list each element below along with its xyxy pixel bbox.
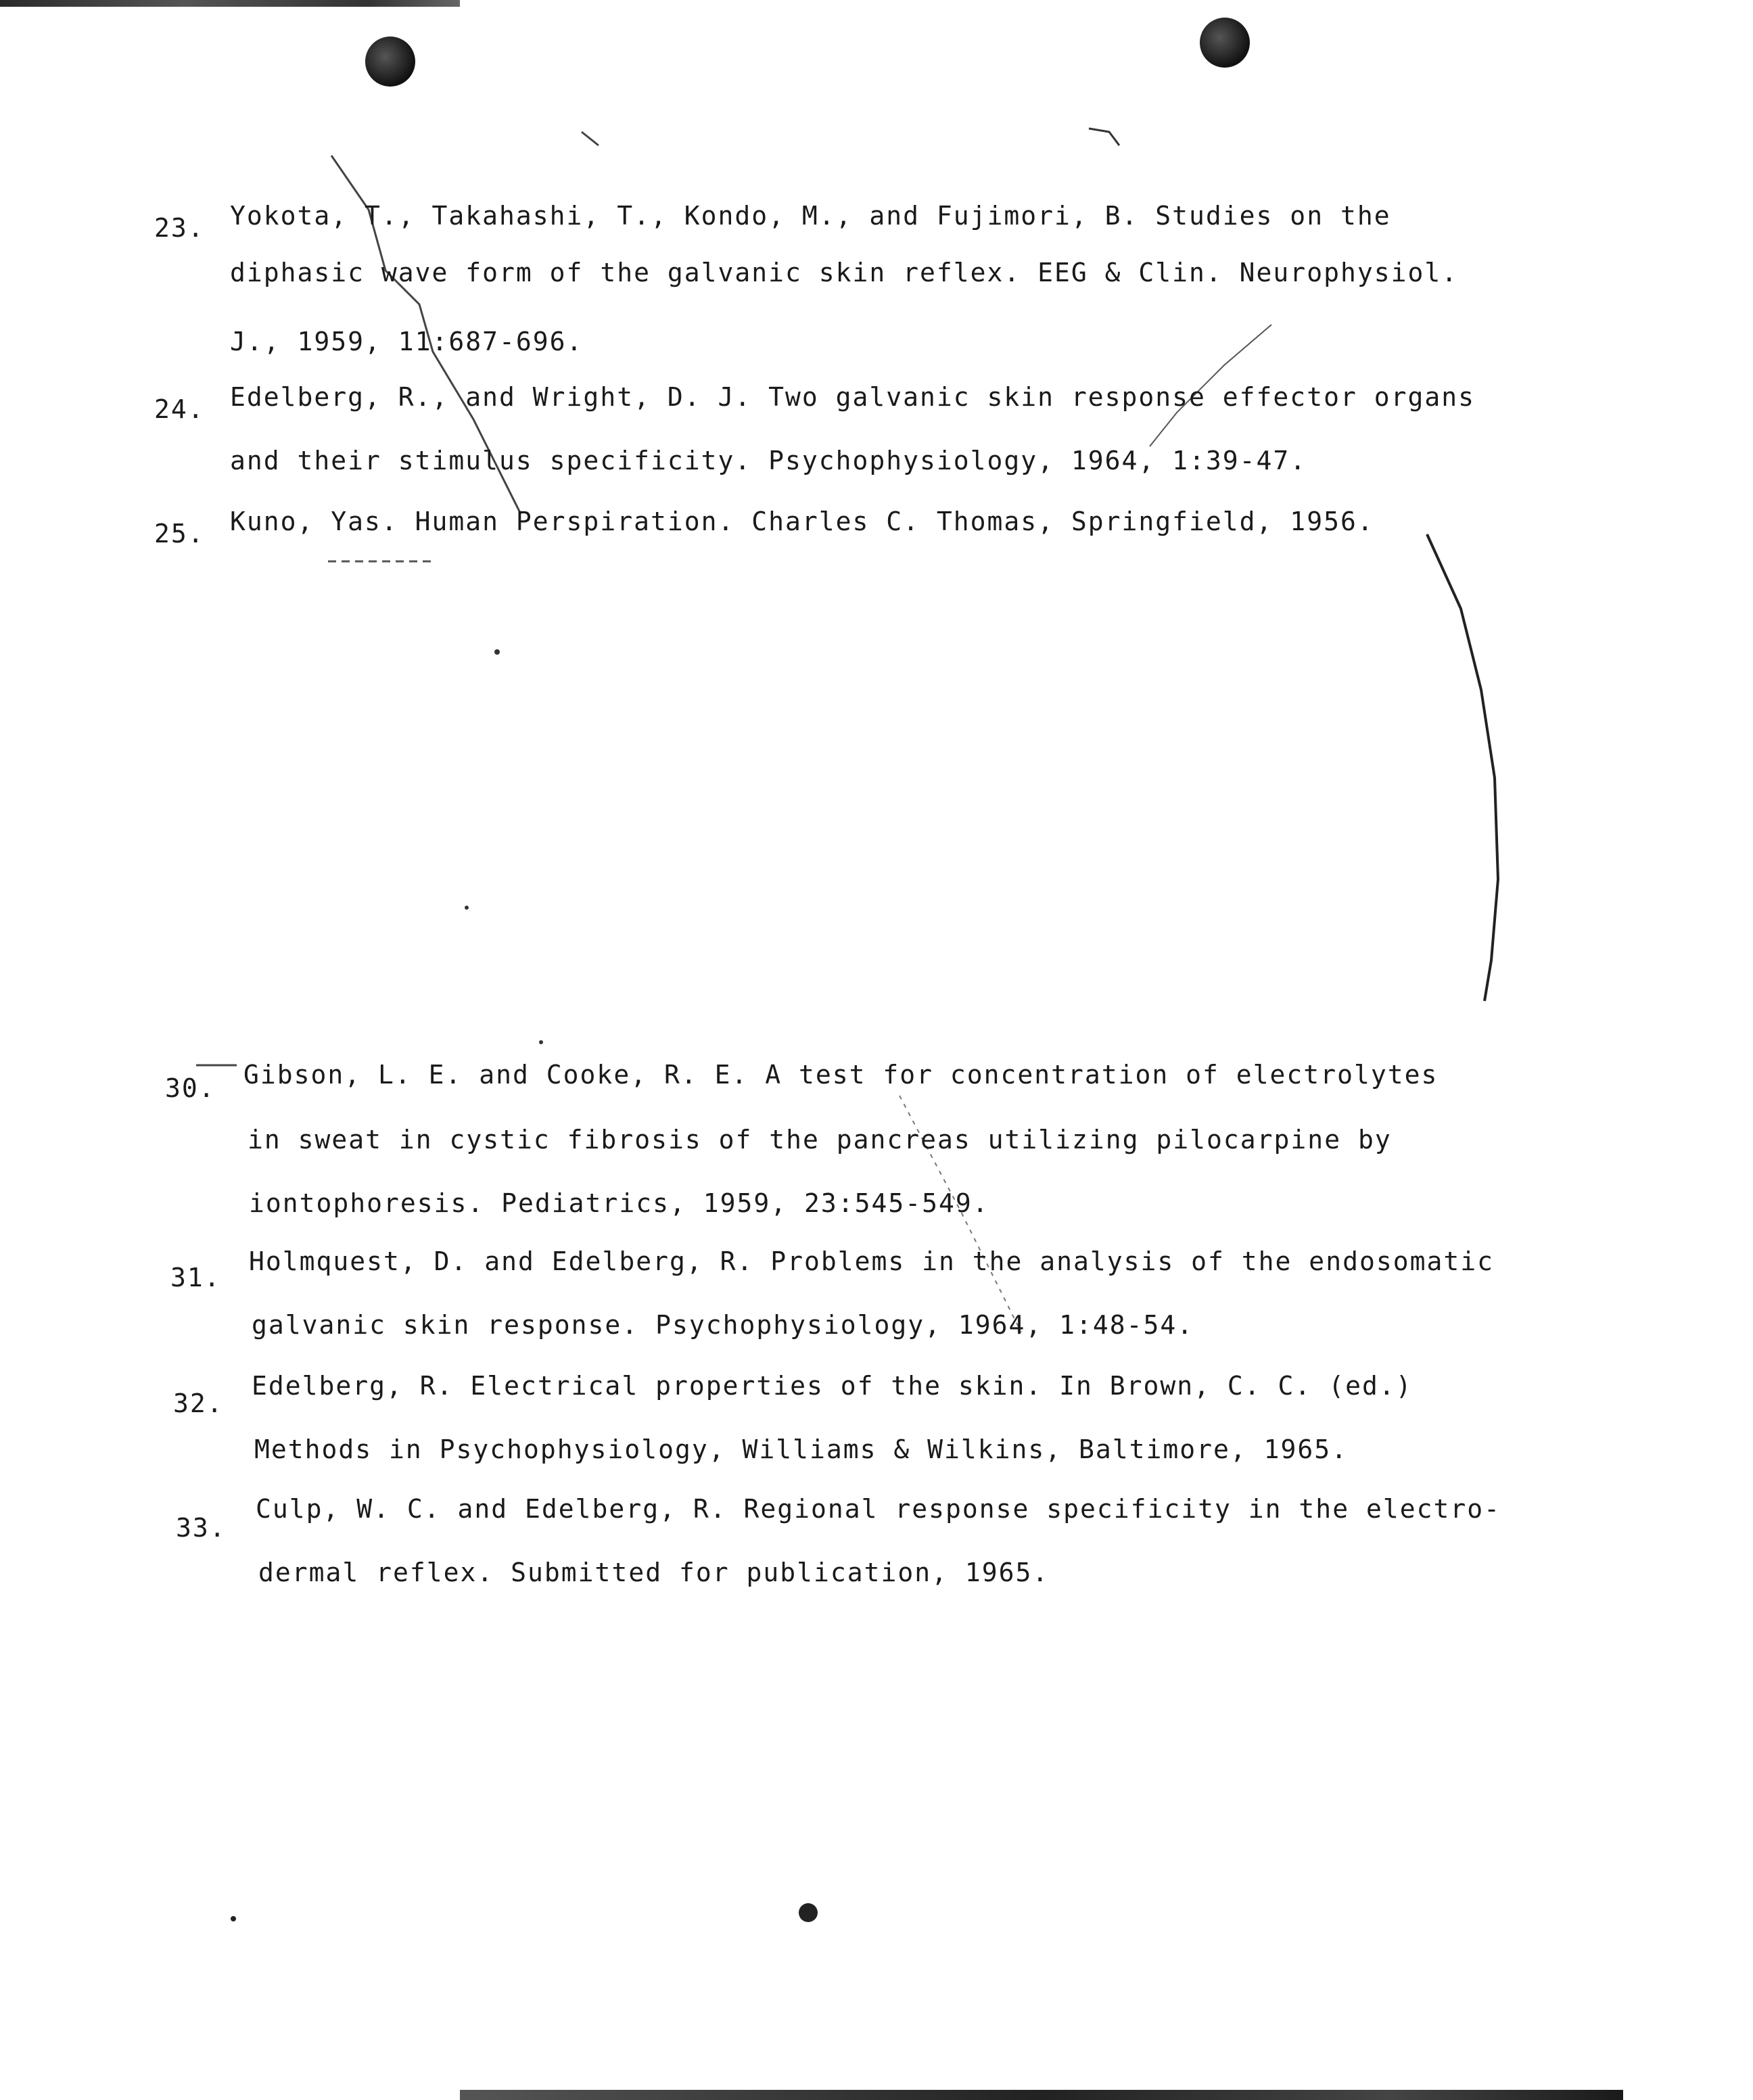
ref-line: Gibson, L. E. and Cooke, R. E. A test for concentration of electrolytes	[243, 1060, 1439, 1090]
ref-number: 33.	[176, 1513, 227, 1543]
ref-line: Kuno, Yas. Human Perspiration. Charles C. Thomas, Springfield, 1956.	[230, 507, 1374, 536]
ref-number: 23.	[154, 213, 205, 243]
ref-line: and their stimulus specificity. Psychophysiology, 1964, 1:39-47.	[230, 446, 1307, 475]
ref-line: Yokota, T., Takahashi, T., Kondo, M., and Fujimori, B. Studies on the	[230, 201, 1391, 231]
ref-line: J., 1959, 11:687-696.	[230, 327, 584, 356]
ref-line: Culp, W. C. and Edelberg, R. Regional response specificity in the electro-	[256, 1494, 1501, 1524]
ref-line: in sweat in cystic fibrosis of the pancreas utilizing pilocarpine by	[248, 1125, 1392, 1154]
ref-line: diphasic wave form of the galvanic skin reflex. EEG & Clin. Neurophysiol.	[230, 258, 1459, 287]
ref-line: dermal reflex. Submitted for publication, 1965.	[258, 1558, 1050, 1587]
ref-line: Edelberg, R., and Wright, D. J. Two galvanic skin response effector organs	[230, 382, 1475, 412]
ref-line: iontophoresis. Pediatrics, 1959, 23:545-549.	[249, 1188, 989, 1218]
ref-line: Edelberg, R. Electrical properties of the skin. In Brown, C. C. (ed.)	[252, 1371, 1413, 1401]
ref-number: 32.	[173, 1389, 224, 1418]
ref-line: Methods in Psychophysiology, Williams & Wilkins, Baltimore, 1965.	[254, 1434, 1349, 1464]
ref-number: 30.	[165, 1073, 216, 1103]
ref-line: galvanic skin response. Psychophysiology, 1964, 1:48-54.	[252, 1310, 1194, 1340]
ref-number: 24.	[154, 394, 205, 424]
ref-number: 31.	[170, 1263, 221, 1292]
ref-number: 25.	[154, 519, 205, 549]
ref-line: Holmquest, D. and Edelberg, R. Problems in the analysis of the endosomatic	[249, 1246, 1494, 1276]
